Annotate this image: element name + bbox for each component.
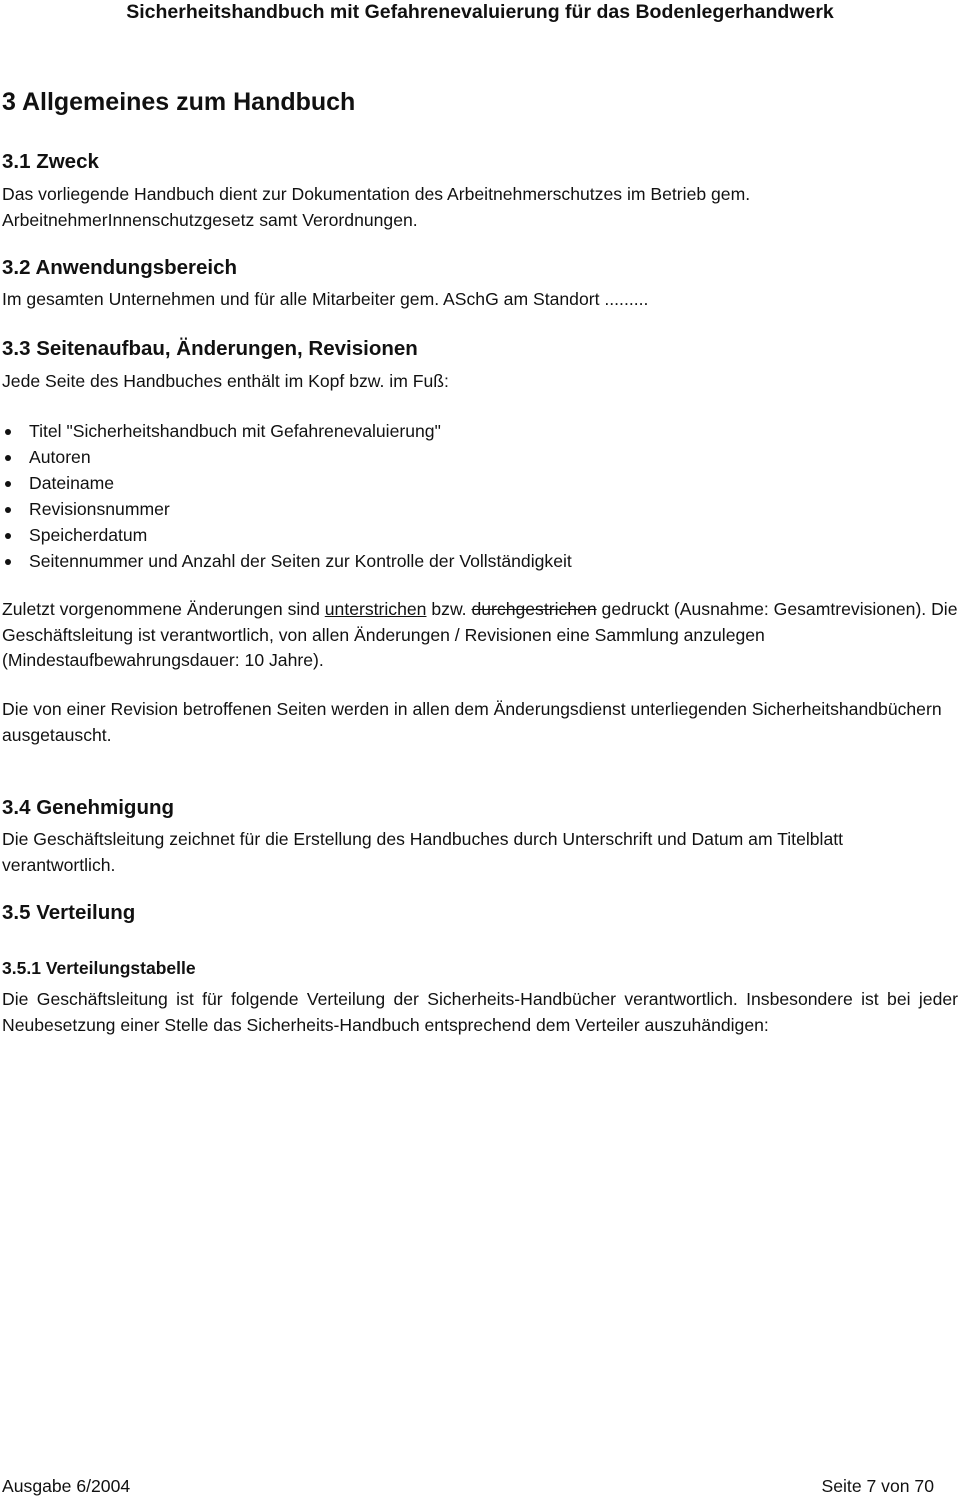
- section-title: Anwendungsbereich: [35, 256, 238, 279]
- section-title: Zweck: [36, 150, 99, 173]
- chapter-heading: [2, 88, 355, 117]
- list-item: Revisionsnummer: [2, 496, 572, 522]
- list-item: Dateiname: [2, 470, 572, 496]
- list-item: Titel "Sicherheitshandbuch mit Gefahrenevaluierung": [2, 418, 572, 444]
- footer-page-number: Seite 7 von 70: [821, 1476, 934, 1496]
- bullet-icon: [5, 559, 11, 565]
- genehmigung-text: Die Geschäftsleitung zeichnet für die Erstellung des Handbuches durch Unterschrift und Datum am Titelblatt verantwortlich.: [2, 829, 844, 875]
- subsection-title: Verteilungstabelle: [45, 958, 196, 978]
- section-heading-zweck: [2, 150, 99, 174]
- section-number: 3.3: [2, 337, 31, 360]
- section-number: 3.4: [2, 796, 31, 819]
- section-number: 3.2: [2, 256, 31, 279]
- section-number: 3.5: [2, 901, 31, 924]
- bullet-icon: [5, 533, 11, 539]
- page-header-title: Sicherheitshandbuch mit Gefahrenevaluierung für das Bodenlegerhandwerk: [126, 1, 834, 23]
- chapter-number: 3: [2, 88, 16, 116]
- section-number: 3.1: [2, 150, 31, 173]
- list-item: Speicherdatum: [2, 522, 572, 548]
- zweck-text: Das vorliegende Handbuch dient zur Dokumentation des Arbeitnehmerschutzes im Betrieb gem. ArbeitnehmerInnenschutzgesetz samt Verordnungen.: [2, 184, 751, 230]
- bullet-icon: [5, 481, 11, 487]
- revision-paragraph: Die von einer Revision betroffenen Seiten werden in allen dem Änderungsdienst unterliegenden Sicherheitshandbüchern ausgetauscht.: [2, 699, 942, 745]
- seitenaufbau-intro: Jede Seite des Handbuches enthält im Kopf bzw. im Fuß:: [2, 371, 449, 391]
- strikethrough-example: durchgestrichen: [471, 599, 597, 619]
- subsection-heading-verteilungstabelle: [2, 958, 196, 979]
- section-heading-verteilung: [2, 901, 135, 925]
- section-title: Verteilung: [36, 901, 136, 924]
- section-title: Seitenaufbau, Änderungen, Revisionen: [36, 337, 418, 360]
- header-footer-contents-list: [2, 418, 572, 574]
- changes-paragraph: Zuletzt vorgenommene Änderungen sind unterstrichen bzw. durchgestrichen gedruckt (Ausnahme: Gesamtrevisionen). Die Geschäftsleitung ist verantwortlich, von allen Änderungen / Revisionen eine Sammlung anzulegen (Mindestaufbewahrungsdauer: 10 Jahre).: [2, 599, 958, 670]
- bullet-icon: [5, 429, 11, 435]
- underlined-example: unterstrichen: [324, 599, 427, 619]
- anwendungsbereich-text: Im gesamten Unternehmen und für alle Mitarbeiter gem. ASchG am Standort .........: [2, 289, 649, 309]
- section-heading-seitenaufbau: [2, 337, 418, 361]
- section-title: Genehmigung: [36, 796, 175, 819]
- section-heading-anwendungsbereich: [2, 256, 237, 280]
- bullet-icon: [5, 455, 11, 461]
- footer-edition: Ausgabe 6/2004: [2, 1476, 131, 1496]
- list-item: Seitennummer und Anzahl der Seiten zur Kontrolle der Vollständigkeit: [2, 548, 572, 574]
- verteilung-text: Die Geschäftsleitung ist für folgende Verteilung der Sicherheits-Handbücher verantwortlich. Insbesondere ist bei jeder Neubesetzung einer Stelle das Sicherheits-Handbuch entsprechend dem Verteiler auszuhändigen:: [2, 989, 958, 1035]
- subsection-number: 3.5.1: [2, 958, 41, 978]
- chapter-title: Allgemeines zum Handbuch: [21, 88, 356, 116]
- list-item: Autoren: [2, 444, 572, 470]
- section-heading-genehmigung: [2, 796, 174, 820]
- bullet-icon: [5, 507, 11, 513]
